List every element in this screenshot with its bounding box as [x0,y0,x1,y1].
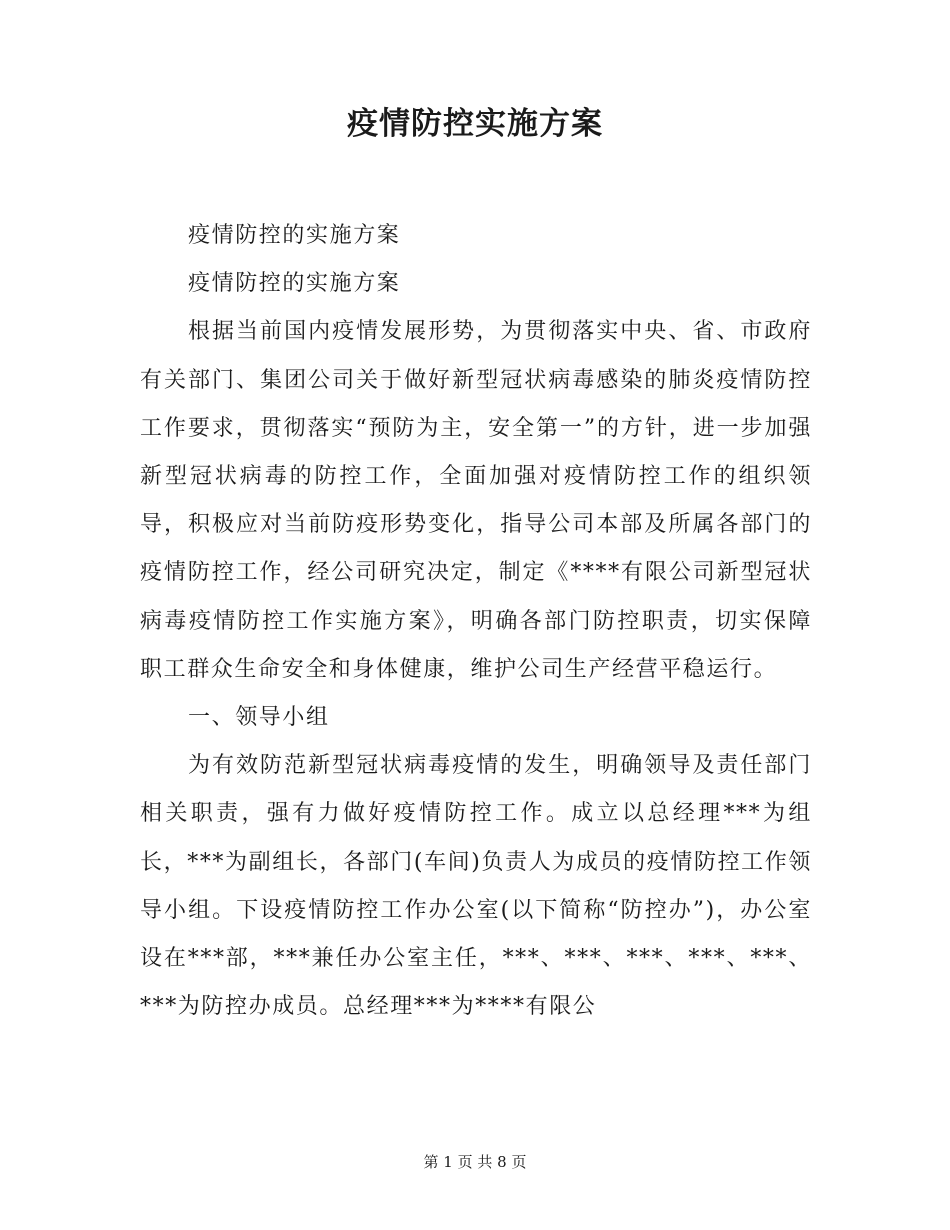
leadership-group-paragraph: 为有效防范新型冠状病毒疫情的发生，明确领导及责任部门相关职责，强有力做好疫情防控工作。成立以总经理***为组长，***为副组长，各部门(车间)负责人为成员的疫情防控工作领导小组。下设疫情防控工作办公室(以下简称“防控办”)，办公室设在***部，***兼任办公室主任，***、***、***、***、***、***为防控办成员。总经理***为****有限公 [140,753,812,1020]
document-title: 疫情防控实施方案 [347,106,603,142]
page-number-footer: 第 1 页 共 8 页 [423,1153,527,1171]
document-body [140,212,812,1031]
intro-paragraph: 根据当前国内疫情发展形势，为贯彻落实中央、省、市政府有关部门、集团公司关于做好新型冠状病毒感染的肺炎疫情防控工作要求，贯彻落实“预防为主，安全第一”的方针，进一步加强新型冠状病毒的防控工作，全面加强对疫情防控工作的组织领导，积极应对当前防疫形势变化，指导公司本部及所属各部门的疫情防控工作，经公司研究决定，制定《****有限公司新型冠状病毒疫情防控工作实施方案》，明确各部门防控职责，切实保障职工群众生命安全和身体健康，维护公司生产经营平稳运行。 [140,319,812,682]
subtitle-paragraph: 疫情防控的实施方案 [188,223,401,248]
section-heading-leadership-group: 一、领导小组 [188,705,330,731]
subtitle-paragraph-repeat: 疫情防控的实施方案 [188,271,401,297]
